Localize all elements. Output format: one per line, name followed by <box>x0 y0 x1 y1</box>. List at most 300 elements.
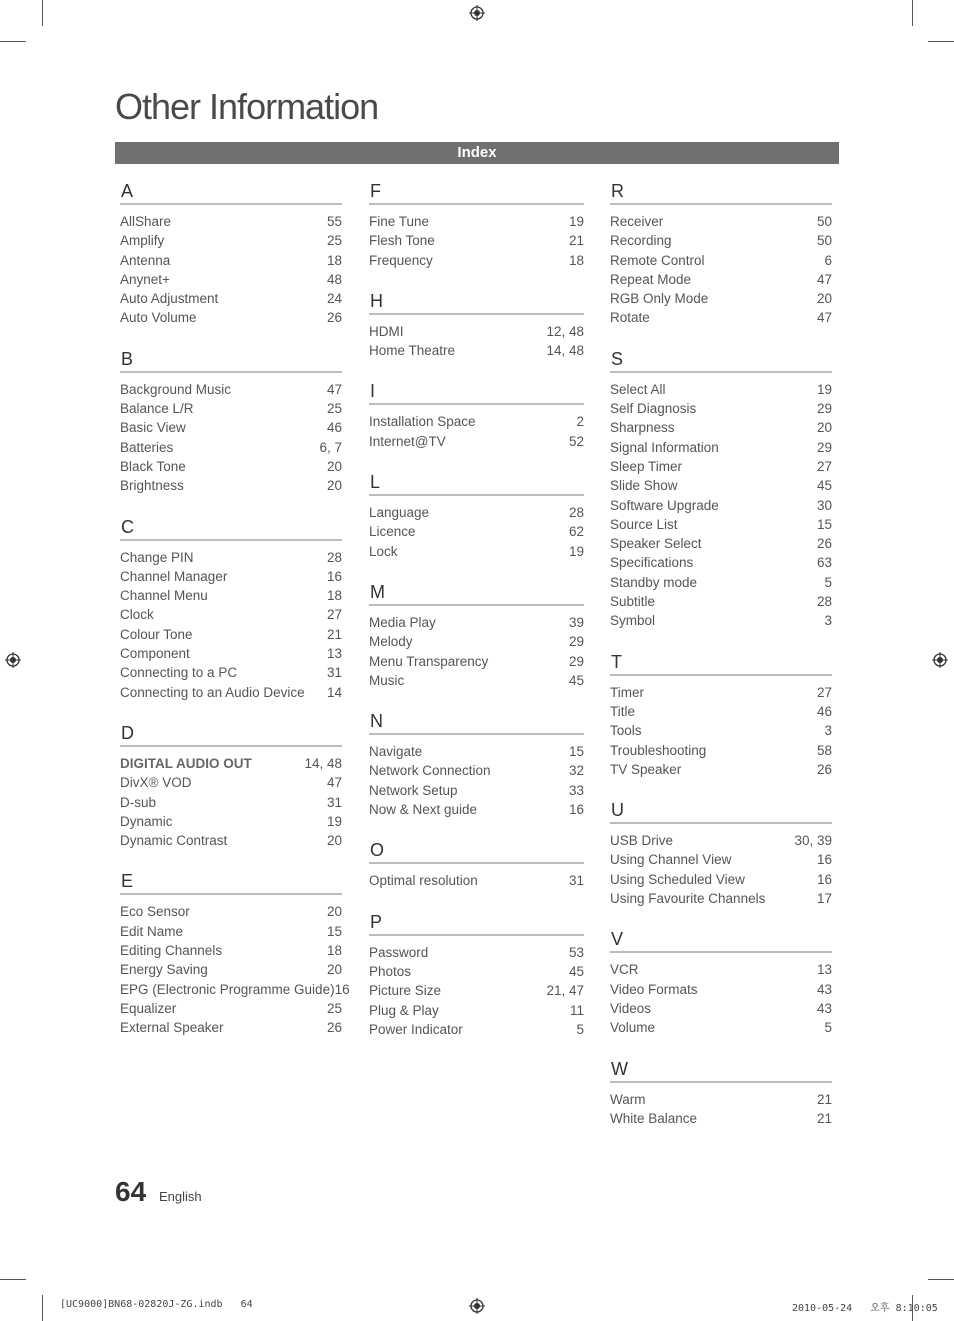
index-term: Video Formats <box>610 981 698 997</box>
index-page-ref: 26 <box>816 761 832 777</box>
index-term: Media Play <box>369 614 436 630</box>
index-page-ref: 31 <box>568 873 584 889</box>
index-entry <box>369 341 584 360</box>
registration-mark-icon <box>932 652 948 668</box>
section-letter: S <box>611 348 624 369</box>
index-entry <box>120 812 342 831</box>
section-divider <box>369 862 584 864</box>
index-term: Installation Space <box>369 414 476 430</box>
section-letter: C <box>121 516 134 537</box>
index-term: Subtitle <box>610 594 656 610</box>
index-page-ref: 45 <box>816 478 832 494</box>
index-page-ref: 16 <box>568 802 584 818</box>
index-page-ref: 5 <box>824 574 832 590</box>
index-page-ref: 19 <box>326 813 342 829</box>
index-page-ref: 26 <box>816 536 832 552</box>
index-entry <box>610 515 832 534</box>
index-term: Dynamic <box>120 813 173 829</box>
index-term: Basic View <box>120 420 186 436</box>
index-entry <box>120 567 342 586</box>
index-page-ref: 46 <box>816 703 832 719</box>
index-entry <box>120 605 342 624</box>
index-page-ref: 21 <box>326 626 342 642</box>
index-term: AllShare <box>120 214 172 229</box>
index-term: Network Connection <box>369 763 491 779</box>
index-entry <box>120 960 342 979</box>
index-term: Speaker Select <box>610 536 702 552</box>
section-letter: U <box>611 800 624 821</box>
section-divider <box>610 371 832 373</box>
index-section <box>610 799 832 908</box>
index-page-ref: 28 <box>816 594 832 610</box>
index-entry <box>610 418 832 437</box>
index-term: Navigate <box>369 744 423 760</box>
index-page-ref: 62 <box>568 524 584 540</box>
index-page-ref: 47 <box>816 310 832 326</box>
index-entry <box>610 399 832 418</box>
index-entry <box>610 702 832 721</box>
index-page-ref: 50 <box>816 233 832 249</box>
index-term: Recording <box>610 233 672 249</box>
index-entry <box>369 212 584 231</box>
index-term: Background Music <box>120 381 232 397</box>
index-term: Specifications <box>610 555 694 571</box>
section-letter: B <box>121 348 134 369</box>
index-entry <box>610 889 832 908</box>
index-entry <box>369 542 584 561</box>
index-term: Sharpness <box>610 420 675 436</box>
index-entry <box>120 289 342 308</box>
index-term: Videos <box>610 1000 652 1016</box>
section-letter: I <box>370 381 376 402</box>
index-page-ref: 19 <box>816 381 832 397</box>
section-letter: M <box>370 581 385 602</box>
index-page-ref: 15 <box>816 516 832 532</box>
index-column-2 <box>369 180 584 1059</box>
index-entry <box>369 871 584 890</box>
index-term: Symbol <box>610 613 656 629</box>
section-divider <box>610 674 832 676</box>
print-slug-filename: [UC9000]BN68-02820J-ZG.indb 64 <box>60 1299 253 1310</box>
index-entry <box>120 683 342 702</box>
section-letter: L <box>370 472 381 493</box>
index-page-ref: 16 <box>816 852 832 868</box>
index-entry <box>120 793 342 812</box>
index-entry <box>610 721 832 740</box>
index-page-ref: 14, 48 <box>304 755 342 771</box>
index-page-ref: 58 <box>816 742 832 758</box>
index-page-ref: 47 <box>816 271 832 287</box>
section-letter: H <box>370 290 383 311</box>
index-entry <box>610 870 832 889</box>
index-term: USB Drive <box>610 833 674 849</box>
index-term: Using Channel View <box>610 852 732 868</box>
index-page-ref: 16 <box>816 871 832 887</box>
index-entry <box>369 1001 584 1020</box>
index-page-ref: 28 <box>326 549 342 565</box>
index-entry <box>120 251 342 270</box>
index-term: Picture Size <box>369 983 442 999</box>
section-divider <box>120 745 342 747</box>
index-entry <box>120 922 342 941</box>
index-page-ref: 19 <box>568 214 584 229</box>
section-divider <box>610 822 832 824</box>
index-page-ref: 39 <box>568 614 584 630</box>
index-page-ref: 13 <box>816 962 832 978</box>
index-entry <box>120 586 342 605</box>
index-entry <box>120 644 342 663</box>
index-term: VCR <box>610 962 639 978</box>
index-entry <box>610 289 832 308</box>
index-term: Batteries <box>120 439 174 455</box>
index-term: Flesh Tone <box>369 233 435 249</box>
index-section <box>369 581 584 690</box>
index-term: Network Setup <box>369 782 458 798</box>
section-letter: E <box>121 871 134 892</box>
index-page-ref: 26 <box>326 1020 342 1036</box>
section-divider <box>369 313 584 315</box>
index-section <box>369 290 584 361</box>
index-page-ref: 31 <box>326 794 342 810</box>
index-entry <box>369 781 584 800</box>
index-page-ref: 3 <box>824 723 832 739</box>
index-entry <box>120 308 342 327</box>
section-divider <box>369 494 584 496</box>
index-column-1 <box>120 180 350 1058</box>
index-page-ref: 14 <box>326 684 342 700</box>
index-page-ref: 15 <box>568 744 584 760</box>
section-divider <box>120 539 342 541</box>
index-page-ref: 5 <box>576 1021 584 1037</box>
index-term: Licence <box>369 524 416 540</box>
index-page-ref: 55 <box>326 214 342 229</box>
crop-mark <box>0 1279 26 1280</box>
index-term: Channel Manager <box>120 568 228 584</box>
index-term: White Balance <box>610 1110 698 1126</box>
index-section <box>120 348 342 496</box>
index-term: Remote Control <box>610 252 705 268</box>
section-divider <box>610 1081 832 1083</box>
index-entry <box>369 231 584 250</box>
index-entry <box>610 831 832 850</box>
index-term: DIGITAL AUDIO OUT <box>120 755 252 771</box>
section-letter: A <box>121 181 134 201</box>
index-entry <box>120 902 342 921</box>
index-term: Using Scheduled View <box>610 871 745 887</box>
index-section <box>120 516 342 702</box>
index-page-ref: 32 <box>568 763 584 779</box>
index-term: EPG (Electronic Programme Guide) <box>120 981 335 997</box>
index-term: Eco Sensor <box>120 904 190 920</box>
section-divider <box>120 371 342 373</box>
index-column-3 <box>610 180 832 1148</box>
index-term: Lock <box>369 543 398 559</box>
index-entry <box>369 251 584 270</box>
index-entry <box>369 962 584 981</box>
index-page-ref: 43 <box>816 1000 832 1016</box>
index-entry <box>610 438 832 457</box>
index-page-ref: 18 <box>326 588 342 604</box>
index-header-bar: Index <box>115 142 839 164</box>
crop-mark <box>0 41 26 42</box>
index-term: Sleep Timer <box>610 458 683 474</box>
index-term: Photos <box>369 963 412 979</box>
index-entry <box>369 613 584 632</box>
section-letter: O <box>370 840 385 861</box>
index-entry <box>610 212 832 231</box>
index-term: Connecting to a PC <box>120 665 238 681</box>
index-entry <box>369 742 584 761</box>
section-divider <box>610 203 832 205</box>
index-entry <box>610 592 832 611</box>
index-page-ref: 16 <box>326 568 342 584</box>
index-page-ref: 16 <box>334 981 350 997</box>
index-entry <box>369 652 584 671</box>
crop-mark <box>912 0 913 26</box>
index-entry <box>120 476 342 495</box>
index-entry <box>369 943 584 962</box>
index-entry <box>610 960 832 979</box>
index-entry <box>120 754 342 773</box>
index-page-ref: 18 <box>326 943 342 959</box>
index-term: Warm <box>610 1091 646 1107</box>
index-page-ref: 46 <box>326 420 342 436</box>
index-entry <box>610 308 832 327</box>
index-section <box>610 180 832 328</box>
index-page-ref: 20 <box>816 420 832 436</box>
index-term: Component <box>120 646 190 662</box>
index-page-ref: 26 <box>326 310 342 326</box>
index-section <box>369 471 584 561</box>
index-term: DivX® VOD <box>120 775 192 791</box>
index-page-ref: 21, 47 <box>546 983 584 999</box>
index-section <box>610 928 832 1037</box>
index-term: External Speaker <box>120 1020 224 1036</box>
index-entry <box>610 760 832 779</box>
index-page-ref: 5 <box>824 1020 832 1036</box>
index-page-ref: 52 <box>568 433 584 449</box>
index-term: Self Diagnosis <box>610 401 697 417</box>
section-letter: R <box>611 181 624 201</box>
index-section <box>120 180 342 328</box>
section-divider <box>120 203 342 205</box>
index-term: Amplify <box>120 233 165 249</box>
index-page-ref: 27 <box>816 684 832 700</box>
index-term: Using Favourite Channels <box>610 891 766 907</box>
index-page-ref: 25 <box>326 1000 342 1016</box>
index-page-ref: 20 <box>326 904 342 920</box>
index-term: Editing Channels <box>120 943 223 959</box>
index-term: Edit Name <box>120 923 184 939</box>
index-page-ref: 18 <box>326 252 342 268</box>
index-entry <box>369 522 584 541</box>
index-page-ref: 24 <box>326 291 342 307</box>
index-section <box>120 722 342 850</box>
index-page-ref: 29 <box>568 634 584 650</box>
crop-mark <box>928 41 954 42</box>
index-term: Software Upgrade <box>610 497 719 513</box>
index-term: Brightness <box>120 478 184 494</box>
index-entry <box>120 380 342 399</box>
section-letter: N <box>370 711 383 732</box>
section-letter: W <box>611 1058 628 1079</box>
index-term: Receiver <box>610 214 664 229</box>
index-page-ref: 27 <box>326 607 342 623</box>
section-divider <box>369 203 584 205</box>
page-language: English <box>159 1189 202 1204</box>
index-page-ref: 29 <box>816 439 832 455</box>
index-entry <box>120 399 342 418</box>
index-term: HDMI <box>369 323 404 339</box>
index-term: Signal Information <box>610 439 719 455</box>
index-entry <box>369 322 584 341</box>
index-term: Connecting to an Audio Device <box>120 684 305 700</box>
index-page-ref: 6 <box>824 252 832 268</box>
index-term: Menu Transparency <box>369 653 489 669</box>
index-section <box>369 710 584 819</box>
section-letter: F <box>370 181 381 201</box>
index-page-ref: 30 <box>816 497 832 513</box>
index-term: Music <box>369 672 405 688</box>
index-section <box>369 911 584 1039</box>
index-term: Volume <box>610 1020 656 1036</box>
index-term: Channel Menu <box>120 588 208 604</box>
index-term: Equalizer <box>120 1000 177 1016</box>
index-term: Internet@TV <box>369 433 446 449</box>
index-section <box>120 870 350 1037</box>
index-term: Auto Adjustment <box>120 291 219 307</box>
index-entry <box>369 981 584 1000</box>
index-entry <box>610 741 832 760</box>
index-entry <box>120 212 342 231</box>
page-title: Other Information <box>115 86 379 127</box>
index-term: Black Tone <box>120 458 186 474</box>
index-page-ref: 47 <box>326 775 342 791</box>
index-page-ref: 29 <box>816 401 832 417</box>
index-entry <box>369 671 584 690</box>
index-page-ref: 30, 39 <box>794 833 832 849</box>
index-page-ref: 63 <box>816 555 832 571</box>
index-page-ref: 6, 7 <box>319 439 342 455</box>
crop-mark <box>42 1295 43 1321</box>
index-section <box>369 180 584 270</box>
index-entry <box>610 611 832 630</box>
index-term: Clock <box>120 607 154 623</box>
index-term: Power Indicator <box>369 1021 463 1037</box>
index-page-ref: 20 <box>816 291 832 307</box>
index-term: Troubleshooting <box>610 742 707 758</box>
index-page-ref: 2 <box>576 414 584 430</box>
index-term: Rotate <box>610 310 650 326</box>
section-letter: V <box>611 929 624 950</box>
index-page-ref: 28 <box>568 505 584 521</box>
index-page-ref: 50 <box>816 214 832 229</box>
index-page-ref: 29 <box>568 653 584 669</box>
index-entry <box>120 625 342 644</box>
index-term: Plug & Play <box>369 1002 439 1018</box>
index-page-ref: 53 <box>568 944 584 960</box>
index-page-ref: 47 <box>326 381 342 397</box>
index-page-ref: 21 <box>816 1091 832 1107</box>
index-term: Melody <box>369 634 413 650</box>
index-entry <box>120 831 342 850</box>
print-slug-timestamp: 2010-05-24 오후 8:10:05 <box>792 1303 938 1314</box>
index-entry <box>120 980 350 999</box>
index-page-ref: 20 <box>326 478 342 494</box>
index-entry <box>610 534 832 553</box>
index-term: Dynamic Contrast <box>120 833 228 849</box>
index-term: Colour Tone <box>120 626 193 642</box>
index-section <box>610 651 832 779</box>
index-term: TV Speaker <box>610 761 682 777</box>
crop-mark <box>928 1279 954 1280</box>
index-page-ref: 45 <box>568 672 584 688</box>
index-page-ref: 21 <box>568 233 584 249</box>
index-term: Energy Saving <box>120 962 208 978</box>
index-page-ref: 14, 48 <box>546 343 584 359</box>
index-term: RGB Only Mode <box>610 291 709 307</box>
registration-mark-icon <box>469 5 485 21</box>
index-term: Auto Volume <box>120 310 197 326</box>
index-term: Balance L/R <box>120 401 194 417</box>
index-entry <box>369 432 584 451</box>
index-entry <box>120 773 342 792</box>
index-section <box>369 380 584 451</box>
registration-mark-icon <box>5 652 21 668</box>
section-divider <box>120 893 342 895</box>
index-entry <box>369 800 584 819</box>
index-entry <box>120 231 342 250</box>
index-section <box>610 348 832 631</box>
index-entry <box>610 380 832 399</box>
index-term: D-sub <box>120 794 157 810</box>
index-entry <box>610 476 832 495</box>
index-section <box>610 1058 832 1129</box>
index-term: Select All <box>610 381 666 397</box>
index-page-ref: 20 <box>326 833 342 849</box>
index-entry <box>120 548 342 567</box>
index-entry <box>369 1020 584 1039</box>
index-page-ref: 25 <box>326 233 342 249</box>
index-page-ref: 20 <box>326 962 342 978</box>
index-entry <box>610 573 832 592</box>
index-page-ref: 45 <box>568 963 584 979</box>
index-page-ref: 12, 48 <box>546 323 584 339</box>
index-page-ref: 19 <box>568 543 584 559</box>
index-page-ref: 43 <box>816 981 832 997</box>
index-entry <box>610 1018 832 1037</box>
index-page-ref: 31 <box>326 665 342 681</box>
index-section <box>369 839 584 890</box>
index-entry <box>610 1109 832 1128</box>
index-page-ref: 15 <box>326 923 342 939</box>
index-entry <box>610 270 832 289</box>
index-page-ref: 11 <box>569 1002 584 1018</box>
page-number: 64 <box>115 1176 147 1207</box>
section-divider <box>369 934 584 936</box>
crop-mark <box>42 0 43 26</box>
index-entry <box>610 850 832 869</box>
index-page-ref: 33 <box>568 782 584 798</box>
index-entry <box>610 251 832 270</box>
index-entry <box>610 999 832 1018</box>
index-term: Timer <box>610 684 644 700</box>
index-term: Frequency <box>369 252 433 268</box>
index-term: Slide Show <box>610 478 678 494</box>
section-divider <box>369 733 584 735</box>
index-page-ref: 25 <box>326 401 342 417</box>
index-entry <box>120 999 342 1018</box>
